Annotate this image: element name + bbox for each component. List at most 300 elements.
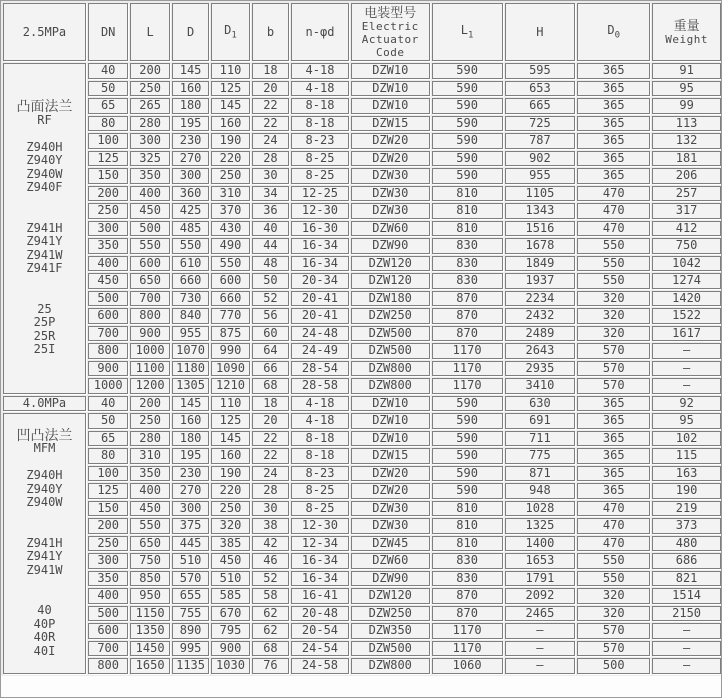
n-phi-d-cell: 8-25: [291, 483, 349, 499]
l-cell: 200: [130, 396, 169, 412]
b-cell: 24: [252, 466, 289, 482]
l-cell: 1000: [130, 343, 169, 359]
d1-cell: 1030: [211, 658, 249, 674]
d1-cell: 510: [211, 571, 249, 587]
column-header: [88, 3, 128, 61]
d1-cell: 220: [211, 151, 249, 167]
b-cell: 48: [252, 256, 289, 272]
l-cell: 400: [130, 186, 169, 202]
l-cell: 500: [130, 221, 169, 237]
pressure-label-2_5mpa: 2.5MPa: [3, 3, 86, 61]
b-cell: 50: [252, 273, 289, 289]
l1-cell: 590: [432, 448, 503, 464]
d1-cell: 670: [211, 606, 249, 622]
n-phi-d-cell: 20-34: [291, 273, 349, 289]
actuator-code-cell: DZW30: [351, 186, 430, 202]
actuator-code-cell: DZW20: [351, 466, 430, 482]
d0-cell: 320: [577, 588, 650, 604]
h-cell: 691: [505, 413, 576, 429]
dn-cell: 150: [88, 501, 128, 517]
weight-cell: –: [652, 658, 721, 674]
n-phi-d-cell: 24-49: [291, 343, 349, 359]
d-cell: 610: [172, 256, 209, 272]
b-cell: 76: [252, 658, 289, 674]
section-flange-label: [3, 413, 86, 674]
actuator-code-cell: DZW250: [351, 606, 430, 622]
b-cell: 60: [252, 326, 289, 342]
d1-cell: 160: [211, 448, 249, 464]
n-phi-d-cell: 20-54: [291, 623, 349, 639]
spec-row-dn125: [3, 483, 721, 499]
side-label-line: Z940Y: [26, 481, 63, 496]
l-cell: 350: [130, 168, 169, 184]
actuator-code-cell: DZW30: [351, 203, 430, 219]
l1-cell: 870: [432, 606, 503, 622]
dn-cell: 500: [88, 291, 128, 307]
dn-cell: 50: [88, 81, 128, 97]
dn-cell: 50: [88, 413, 128, 429]
d0-cell: 365: [577, 81, 650, 97]
spec-row-dn80: [3, 116, 721, 132]
l1-cell: 1170: [432, 623, 503, 639]
d-cell: 300: [172, 168, 209, 184]
l-cell: 1350: [130, 623, 169, 639]
side-label-line: RF: [37, 112, 52, 127]
b-cell: 40: [252, 221, 289, 237]
actuator-code-cell: DZW90: [351, 238, 430, 254]
header-label: H: [536, 24, 544, 39]
h-cell: 711: [505, 431, 576, 447]
table-header: [3, 3, 721, 61]
b-cell: 52: [252, 571, 289, 587]
side-label-line: Z941W: [26, 562, 63, 577]
side-label-line: 凸面法兰: [16, 98, 73, 114]
side-label-line: 40R: [33, 630, 56, 644]
h-cell: 1343: [505, 203, 576, 219]
side-label-line: [4, 577, 85, 591]
d-cell: 570: [172, 571, 209, 587]
dn-cell: 400: [88, 256, 128, 272]
l-cell: 900: [130, 326, 169, 342]
l-cell: 200: [130, 63, 169, 79]
d0-cell: 570: [577, 361, 650, 377]
b-cell: 20: [252, 81, 289, 97]
spec-row-dn500: [3, 606, 721, 622]
l-cell: 850: [130, 571, 169, 587]
n-phi-d-cell: 16-34: [291, 553, 349, 569]
l1-cell: 810: [432, 501, 503, 517]
b-cell: 28: [252, 483, 289, 499]
d0-cell: 470: [577, 518, 650, 534]
header-line: Code: [376, 46, 405, 59]
h-cell: 2432: [505, 308, 576, 324]
l-cell: 1100: [130, 361, 169, 377]
h-cell: 1849: [505, 256, 576, 272]
d0-cell: 550: [577, 553, 650, 569]
l1-cell: 870: [432, 588, 503, 604]
d1-cell: 310: [211, 186, 249, 202]
dn-cell: 350: [88, 571, 128, 587]
dn-cell: 450: [88, 273, 128, 289]
n-phi-d-cell: 8-18: [291, 116, 349, 132]
header-row: [3, 3, 721, 61]
weight-cell: –: [652, 641, 721, 657]
actuator-code-cell: DZW90: [351, 571, 430, 587]
side-label-line: 25: [37, 301, 52, 316]
dn-cell: 150: [88, 168, 128, 184]
dn-cell: 400: [88, 588, 128, 604]
spec-row-dn150: [3, 168, 721, 184]
spec-row-dn450: [3, 273, 721, 289]
weight-cell: 181: [652, 151, 721, 167]
b-cell: 34: [252, 186, 289, 202]
d1-cell: 110: [211, 396, 249, 412]
header-line: 重量: [673, 18, 700, 33]
d0-cell: 320: [577, 606, 650, 622]
weight-cell: 95: [652, 81, 721, 97]
section-flange-label: [3, 63, 86, 394]
b-cell: 68: [252, 641, 289, 657]
weight-cell: 821: [652, 571, 721, 587]
b-cell: 52: [252, 291, 289, 307]
d0-cell: 500: [577, 658, 650, 674]
actuator-code-cell: DZW500: [351, 326, 430, 342]
dn-cell: 125: [88, 151, 128, 167]
weight-cell: 99: [652, 98, 721, 114]
d0-cell: 550: [577, 273, 650, 289]
d0-cell: 320: [577, 308, 650, 324]
side-label-line: Z941W: [26, 247, 63, 262]
n-phi-d-cell: 24-48: [291, 326, 349, 342]
d-cell: 550: [172, 238, 209, 254]
l1-cell: 810: [432, 221, 503, 237]
weight-cell: –: [652, 623, 721, 639]
side-label-line: [4, 208, 85, 222]
l1-cell: 830: [432, 256, 503, 272]
h-cell: 595: [505, 63, 576, 79]
l1-cell: 870: [432, 326, 503, 342]
d0-cell: 550: [577, 238, 650, 254]
weight-cell: 373: [652, 518, 721, 534]
side-label-line: [4, 510, 85, 524]
h-cell: 2465: [505, 606, 576, 622]
actuator-code-cell: DZW180: [351, 291, 430, 307]
weight-cell: 257: [652, 186, 721, 202]
header-label: D: [186, 24, 195, 39]
d0-cell: 550: [577, 571, 650, 587]
d-cell: 485: [172, 221, 209, 237]
weight-cell: 1420: [652, 291, 721, 307]
n-phi-d-cell: 16-34: [291, 571, 349, 587]
d-cell: 270: [172, 483, 209, 499]
dn-cell: 350: [88, 238, 128, 254]
d-cell: 160: [172, 413, 209, 429]
d0-cell: 570: [577, 641, 650, 657]
side-label-line: 25I: [33, 342, 56, 356]
b-cell: 46: [252, 553, 289, 569]
d0-cell: 365: [577, 168, 650, 184]
l1-cell: 1170: [432, 378, 503, 394]
l-cell: 650: [130, 536, 169, 552]
actuator-code-cell: DZW500: [351, 343, 430, 359]
d-cell: 955: [172, 326, 209, 342]
h-cell: 1937: [505, 273, 576, 289]
l-cell: 1450: [130, 641, 169, 657]
n-phi-d-cell: 8-18: [291, 448, 349, 464]
d0-cell: 365: [577, 396, 650, 412]
weight-cell: 317: [652, 203, 721, 219]
spec-row-dn800: [3, 658, 721, 674]
side-label-line: Z941H: [26, 220, 63, 235]
l1-cell: 590: [432, 431, 503, 447]
h-cell: 902: [505, 151, 576, 167]
dn-cell: 800: [88, 343, 128, 359]
l1-cell: 1060: [432, 658, 503, 674]
b-cell: 58: [252, 588, 289, 604]
l-cell: 400: [130, 483, 169, 499]
n-phi-d-cell: 8-25: [291, 151, 349, 167]
d1-cell: 125: [211, 413, 249, 429]
dn-cell: 500: [88, 606, 128, 622]
header-line: Weight: [665, 33, 708, 46]
n-phi-d-cell: 8-23: [291, 466, 349, 482]
dn-cell: 600: [88, 308, 128, 324]
d1-cell: 875: [211, 326, 249, 342]
l-cell: 250: [130, 81, 169, 97]
side-label-line: Z940W: [26, 166, 63, 181]
weight-cell: 113: [652, 116, 721, 132]
side-label-line: [4, 456, 85, 470]
l1-cell: 590: [432, 466, 503, 482]
d-cell: 1070: [172, 343, 209, 359]
d-cell: 160: [172, 81, 209, 97]
l-cell: 250: [130, 413, 169, 429]
weight-cell: 1274: [652, 273, 721, 289]
valve-spec-table: [1, 1, 722, 676]
b-cell: 30: [252, 501, 289, 517]
actuator-code-cell: DZW30: [351, 501, 430, 517]
weight-cell: 115: [652, 448, 721, 464]
h-cell: 948: [505, 483, 576, 499]
l-cell: 325: [130, 151, 169, 167]
pressure-divider-row: [3, 396, 721, 412]
b-cell: 30: [252, 168, 289, 184]
side-label-line: 40I: [33, 643, 56, 658]
h-cell: 1105: [505, 186, 576, 202]
spec-row-dn900: [3, 361, 721, 377]
d0-cell: 470: [577, 221, 650, 237]
weight-cell: 206: [652, 168, 721, 184]
weight-cell: 686: [652, 553, 721, 569]
actuator-code-cell: DZW20: [351, 483, 430, 499]
l-cell: 1150: [130, 606, 169, 622]
spec-row-dn100: [3, 466, 721, 482]
dn-cell: 250: [88, 203, 128, 219]
l1-cell: 590: [432, 133, 503, 149]
actuator-code-cell: DZW120: [351, 273, 430, 289]
d-cell: 995: [172, 641, 209, 657]
actuator-code-cell: DZW10: [351, 396, 430, 412]
weight-cell: 2150: [652, 606, 721, 622]
d0-cell: 365: [577, 98, 650, 114]
side-label-line: [4, 591, 85, 605]
weight-cell: 92: [652, 396, 721, 412]
dn-cell: 65: [88, 431, 128, 447]
l1-cell: 1170: [432, 361, 503, 377]
weight-cell: 1617: [652, 326, 721, 342]
column-header: [432, 3, 503, 61]
d-cell: 300: [172, 501, 209, 517]
side-label-line: [4, 127, 85, 141]
d1-cell: 250: [211, 168, 249, 184]
d0-cell: 570: [577, 378, 650, 394]
header-subscript: 1: [231, 30, 237, 41]
h-cell: 1516: [505, 221, 576, 237]
actuator-code-cell: DZW800: [351, 361, 430, 377]
d1-cell: 190: [211, 133, 249, 149]
d-cell: 660: [172, 273, 209, 289]
side-label-line: 凹凸法兰: [16, 426, 73, 443]
column-header: [252, 3, 289, 61]
d0-cell: 365: [577, 116, 650, 132]
n-phi-d-cell: 4-18: [291, 413, 349, 429]
d1-cell: 770: [211, 308, 249, 324]
spec-row-dn150: [3, 501, 721, 517]
b-cell: 18: [252, 63, 289, 79]
b-cell: 62: [252, 623, 289, 639]
actuator-code-cell: DZW500: [351, 641, 430, 657]
column-header: [505, 3, 576, 61]
d1-cell: 900: [211, 641, 249, 657]
n-phi-d-cell: 12-30: [291, 518, 349, 534]
d1-cell: 600: [211, 273, 249, 289]
d1-cell: 430: [211, 221, 249, 237]
l-cell: 450: [130, 501, 169, 517]
d-cell: 890: [172, 623, 209, 639]
spec-row-dn250: [3, 536, 721, 552]
spec-row-dn500: [3, 291, 721, 307]
side-label-line: 40P: [33, 616, 56, 631]
d-cell: 1180: [172, 361, 209, 377]
d1-cell: 990: [211, 343, 249, 359]
h-cell: 955: [505, 168, 576, 184]
column-header: [130, 3, 169, 61]
h-cell: –: [505, 641, 576, 657]
header-subscript: 1: [468, 30, 474, 41]
spec-row-dn80: [3, 448, 721, 464]
side-label-line: 25R: [33, 328, 56, 343]
h-cell: 1028: [505, 501, 576, 517]
b-cell: 22: [252, 448, 289, 464]
h-cell: 775: [505, 448, 576, 464]
side-label-line: Z940H: [26, 468, 63, 482]
side-label-line: 25P: [33, 315, 56, 329]
spec-row-dn50: [3, 413, 721, 429]
d0-cell: 365: [577, 133, 650, 149]
h-cell: 1791: [505, 571, 576, 587]
d1-cell: 220: [211, 483, 249, 499]
b-cell: 42: [252, 536, 289, 552]
b-cell: 22: [252, 431, 289, 447]
d1-cell: 385: [211, 536, 249, 552]
weight-cell: 190: [652, 483, 721, 499]
l-cell: 950: [130, 588, 169, 604]
d1-cell: 145: [211, 98, 249, 114]
d-cell: 360: [172, 186, 209, 202]
weight-cell: 91: [652, 63, 721, 79]
d0-cell: 365: [577, 466, 650, 482]
column-header: [652, 3, 721, 61]
spec-row-dn1000: [3, 378, 721, 394]
d-cell: 180: [172, 98, 209, 114]
actuator-code-cell: DZW10: [351, 81, 430, 97]
d-cell: 195: [172, 448, 209, 464]
d0-cell: 570: [577, 623, 650, 639]
n-phi-d-cell: 12-30: [291, 203, 349, 219]
b-cell: 64: [252, 343, 289, 359]
dn-cell: 300: [88, 553, 128, 569]
dn-cell: 40: [88, 63, 128, 79]
side-label-line: [4, 276, 85, 290]
d0-cell: 365: [577, 63, 650, 79]
l1-cell: 590: [432, 151, 503, 167]
h-cell: 787: [505, 133, 576, 149]
spec-row-dn100: [3, 133, 721, 149]
actuator-code-cell: DZW60: [351, 553, 430, 569]
weight-cell: 102: [652, 431, 721, 447]
dn-cell: 40: [88, 396, 128, 412]
b-cell: 44: [252, 238, 289, 254]
d-cell: 230: [172, 133, 209, 149]
side-label-line: Z940H: [26, 139, 63, 154]
spec-row-dn300: [3, 553, 721, 569]
d-cell: 445: [172, 536, 209, 552]
spec-row-dn40: [3, 63, 721, 79]
n-phi-d-cell: 4-18: [291, 81, 349, 97]
d-cell: 655: [172, 588, 209, 604]
n-phi-d-cell: 12-34: [291, 536, 349, 552]
weight-cell: –: [652, 361, 721, 377]
l1-cell: 830: [432, 273, 503, 289]
header-label: b: [266, 24, 275, 39]
n-phi-d-cell: 28-58: [291, 378, 349, 394]
spec-row-dn350: [3, 571, 721, 587]
spec-row-dn250: [3, 203, 721, 219]
h-cell: 2092: [505, 588, 576, 604]
n-phi-d-cell: 24-54: [291, 641, 349, 657]
n-phi-d-cell: 16-34: [291, 256, 349, 272]
l-cell: 1650: [130, 658, 169, 674]
h-cell: 2643: [505, 343, 576, 359]
side-label-line: [4, 523, 85, 537]
n-phi-d-cell: 16-30: [291, 221, 349, 237]
dn-cell: 600: [88, 623, 128, 639]
l-cell: 300: [130, 133, 169, 149]
actuator-code-cell: DZW800: [351, 378, 430, 394]
n-phi-d-cell: 16-34: [291, 238, 349, 254]
l-cell: 1200: [130, 378, 169, 394]
spec-row-dn125: [3, 151, 721, 167]
b-cell: 20: [252, 413, 289, 429]
actuator-code-cell: DZW10: [351, 413, 430, 429]
l1-cell: 810: [432, 518, 503, 534]
d1-cell: 250: [211, 501, 249, 517]
n-phi-d-cell: 16-41: [291, 588, 349, 604]
dn-cell: 80: [88, 116, 128, 132]
n-phi-d-cell: 8-25: [291, 168, 349, 184]
spec-row-dn700: [3, 641, 721, 657]
l1-cell: 830: [432, 238, 503, 254]
